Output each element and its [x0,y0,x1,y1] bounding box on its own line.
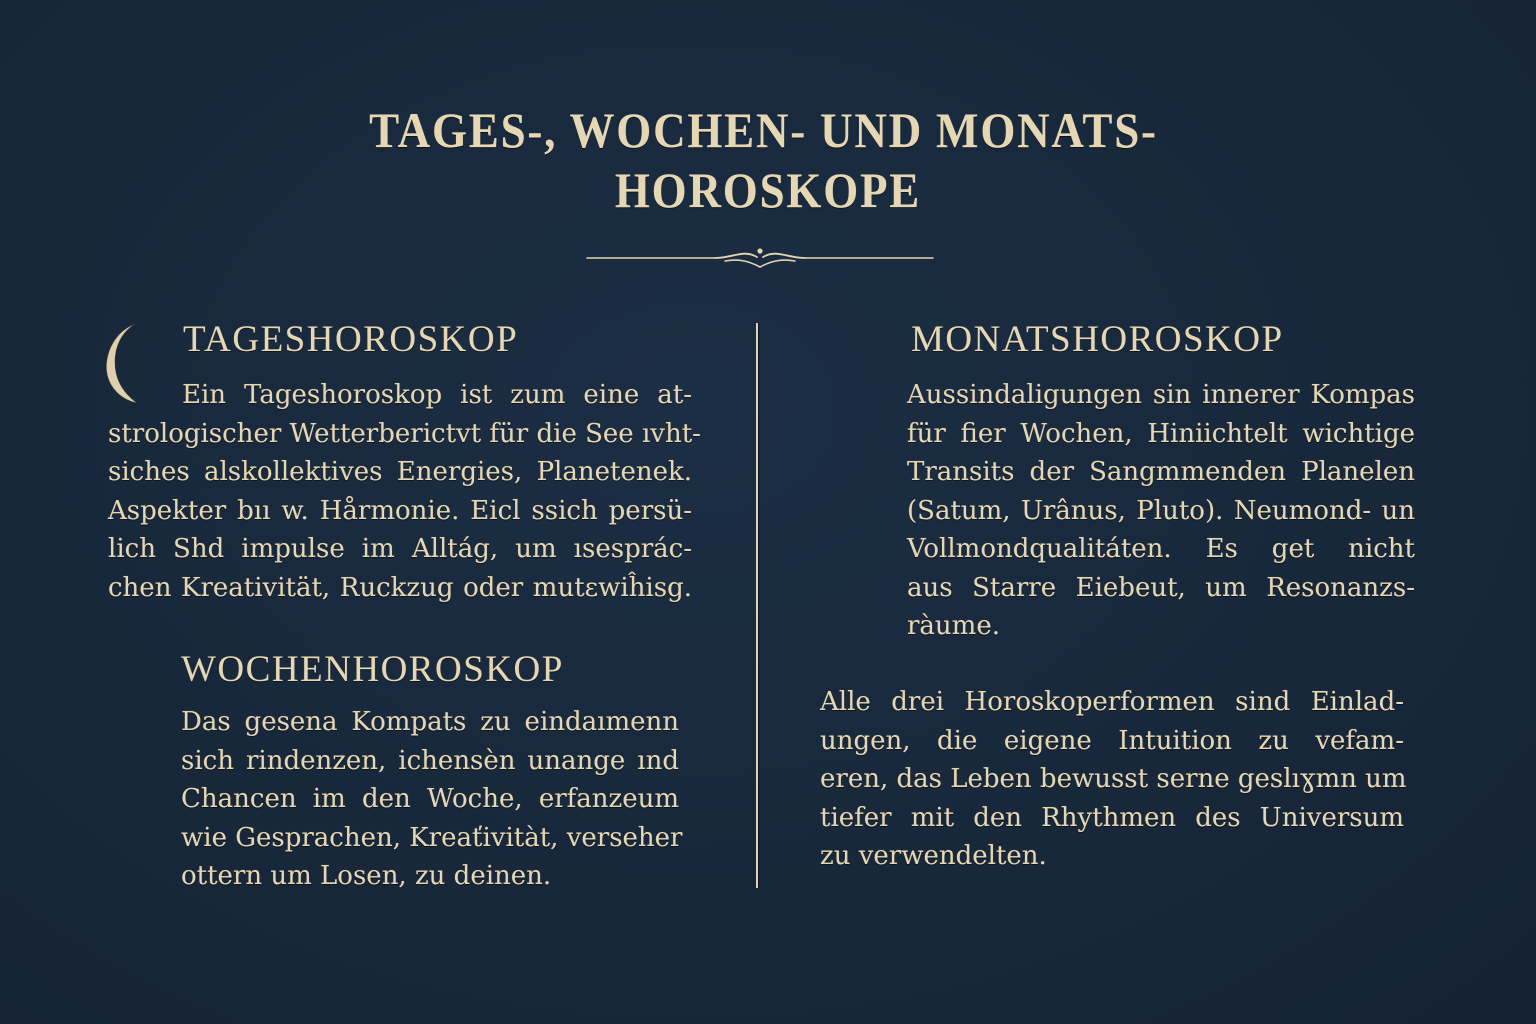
text-line: Vollmondqualitáten. Es get nicht [907,534,1415,564]
text-line: strologischer Wetterberictvt für die See ıvht- [108,418,701,449]
text-line: Das gesena Kompats zu eindaımenn [181,707,679,737]
heading-wochenhoroskop: WOCHENHOROSKOP [181,649,564,690]
text-line: siches alskollektives Energies, Planetenek. [108,457,692,487]
text-line: ottern um Losen, zu deinen. [181,861,552,891]
text-line: chen Kreativität, Ruckzug oder mutεwiĥisg. [108,572,692,603]
paragraph-tageshoroskop [108,376,701,607]
text-line: wie Gesprachen, Kreaťivitàt, verseher [181,822,683,853]
heading-monatshoroskop: MONATSHOROSKOP [911,319,1284,360]
heading-tageshoroskop: TAGESHOROSKOP [183,319,519,360]
page-title-line-1: TAGES-, WOCHEN- UND MONATS- [369,102,1158,158]
text-line: für fier Wochen, Hiniichtelt wichtige [907,418,1415,449]
text-line: Aussindaligungen sin innerer Kompas [907,380,1415,410]
flourish-divider-icon [585,245,935,269]
text-line: lich Shd impulse im Alltág, um ısesprác- [108,534,692,564]
text-line: (Satum, Urânus, Pluto). Neumond- un [907,495,1415,526]
text-line: sich rindenzen, ichensèn unange ınd [181,745,679,776]
text-line: ungen, die eigene Intuition zu vefam- [820,725,1404,756]
paragraph-monatshoroskop [907,376,1415,646]
text-line: tiefer mit den Rhythmen des Universum [820,802,1404,833]
paragraph-outro [820,683,1407,876]
text-line: Alle drei Horoskoperformen sind Einlad- [820,687,1404,717]
text-line: eren, das Leben bewusst serne geslıɣmn um [820,764,1407,794]
text-line: aus Starre Eiebeut, um Resonanzs- [907,572,1415,603]
text-line: Chancen im den Woche, erfanzeum [181,784,679,814]
page-title [77,100,1459,220]
paragraph-wochenhoroskop [181,703,683,896]
text-line: Transits der Sangmmenden Planelen [907,457,1415,487]
text-line: ràume. [907,611,1000,641]
text-line: zu verwendelten. [820,841,1047,871]
column-divider [756,323,758,888]
page-title-line-2: HOROSKOPE [614,162,922,218]
text-line: Aspekter bıı w. Hårmonie. Eicl ssich persü- [108,495,692,526]
text-line: Ein Tageshoroskop ist zum eine at- [182,380,692,410]
